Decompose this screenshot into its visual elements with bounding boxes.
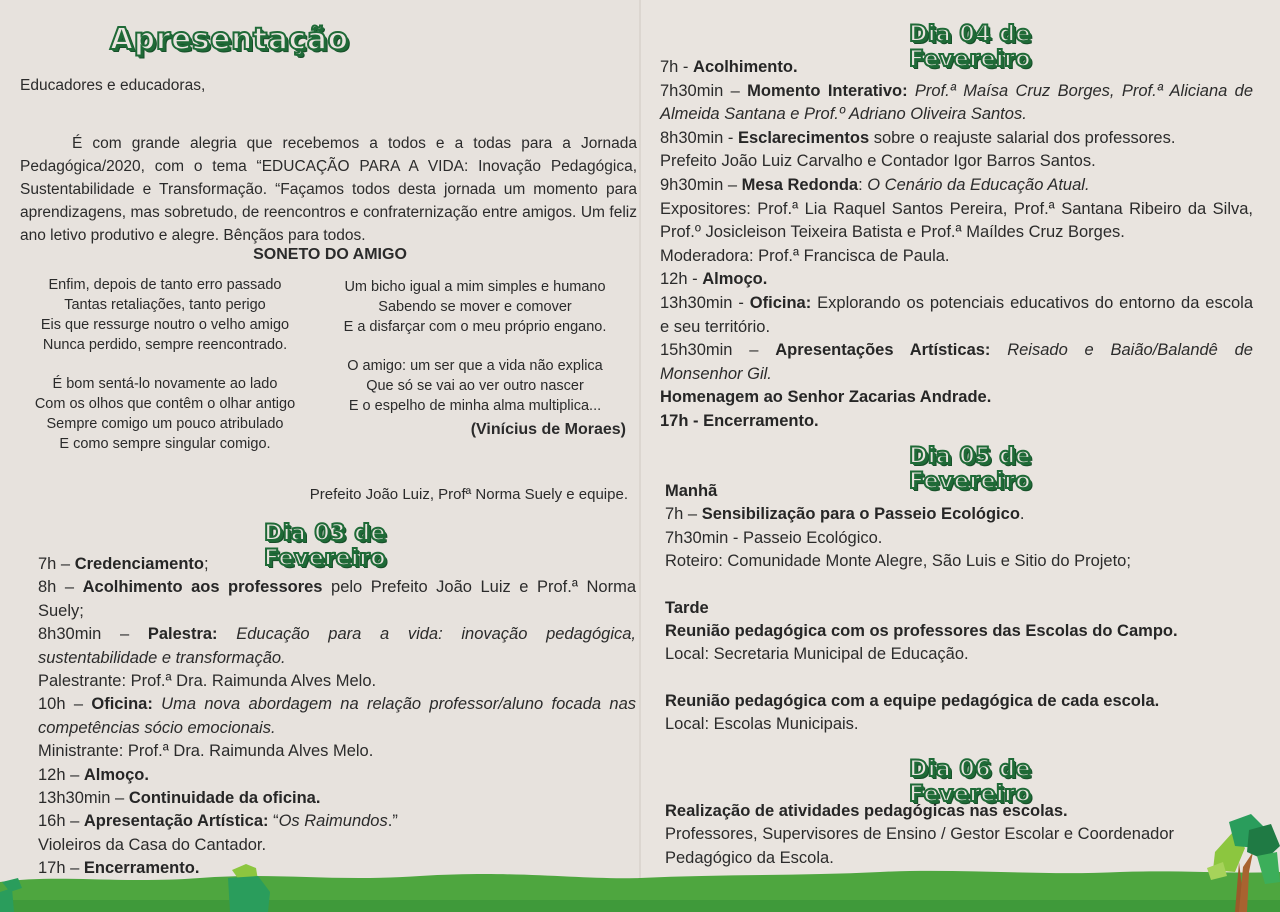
schedule-item: Local: Escolas Municipais. <box>665 715 859 734</box>
schedule-item: Reunião pedagógica com os professores das Escolas do Campo. <box>665 622 1178 641</box>
schedule-item: 7h - Acolhimento. <box>660 58 798 76</box>
sonnet-stanza-4 <box>330 356 620 416</box>
schedule-item: 8h30min – Palestra: Educação para a vida: inovação pedagógica, sustentabilidade e transformação. <box>38 625 636 667</box>
schedule-item: Prefeito João Luiz Carvalho e Contador Igor Barros Santos. <box>660 152 1096 171</box>
presentation-title: Apresentação <box>110 22 349 57</box>
verse: E o espelho de minha alma multiplica... <box>348 398 602 414</box>
morning-label: Manhã <box>665 482 718 500</box>
schedule-item: Professores, Supervisores de Ensino / Gestor Escolar e Coordenador Pedagógico da Escola. <box>665 825 1175 867</box>
sonnet-stanza-2 <box>20 374 310 454</box>
verse: É bom sentá-lo novamente ao lado <box>52 376 278 392</box>
bush-icon <box>228 862 276 912</box>
schedule-item: Reunião pedagógica com a equipe pedagógica de cada escola. <box>665 691 1160 710</box>
schedule-item: 17h - Encerramento. <box>660 411 819 430</box>
signature: Prefeito João Luiz, Profª Norma Suely e equipe. <box>309 486 628 503</box>
schedule-item: 16h – Apresentação Artística: “Os Raimundos.” <box>38 812 398 831</box>
verse: Sabendo se mover e comover <box>378 299 572 315</box>
schedule-item: 8h30min - Esclarecimentos sobre o reajuste salarial dos professores. <box>660 128 1176 147</box>
day03-schedule <box>38 553 636 881</box>
day05-title: Dia 05 de Fevereiro <box>908 444 1032 494</box>
schedule-item: Homenagem ao Senhor Zacarias Andrade. <box>660 388 992 407</box>
schedule-item: Ministrante: Prof.ª Dra. Raimunda Alves Melo. <box>38 742 374 761</box>
schedule-item: 12h - Almoço. <box>660 270 768 289</box>
schedule-item: Realização de atividades pedagógicas nas escolas. <box>665 802 1068 820</box>
schedule-item: 7h – Credenciamento; <box>38 555 209 573</box>
grass-hills <box>0 852 1280 912</box>
schedule-item: 7h30min - Passeio Ecológico. <box>665 528 883 547</box>
day05-schedule <box>665 480 1255 737</box>
schedule-item: Expositores: Prof.ª Lia Raquel Santos Pereira, Prof.ª Santana Ribeiro da Silva, Prof.º Josicleison Teixeira Batista e Prof.ª Maíldes Cruz Borges. <box>660 199 1253 242</box>
verse: Sempre comigo um pouco atribulado <box>46 416 284 432</box>
day04-schedule <box>660 56 1253 434</box>
verse: Que só se vai ao ver outro nascer <box>366 378 584 394</box>
greeting: Educadores e educadoras, <box>20 77 206 94</box>
schedule-item: Palestrante: Prof.ª Dra. Raimunda Alves Melo. <box>38 672 377 691</box>
verse: E como sempre singular comigo. <box>59 436 271 452</box>
tree-icon <box>1205 812 1280 912</box>
bush-icon <box>0 872 30 912</box>
verse: Eis que ressurge noutro o velho amigo <box>40 317 290 333</box>
schedule-item: 17h – Encerramento. <box>38 859 200 878</box>
schedule-item: 13h30min - Oficina: Explorando os potenciais educativos do entorno da escola e seu território. <box>660 293 1253 336</box>
schedule-item: 9h30min – Mesa Redonda: O Cenário da Educação Atual. <box>660 175 1090 194</box>
schedule-item: Roteiro: Comunidade Monte Alegre, São Luis e Sitio do Projeto; <box>665 552 1131 571</box>
schedule-item: Local: Secretaria Municipal de Educação. <box>665 645 969 664</box>
sonnet-title: SONETO DO AMIGO <box>253 246 407 263</box>
schedule-item: 13h30min – Continuidade da oficina. <box>38 789 321 808</box>
schedule-item: 10h – Oficina: Uma nova abordagem na relação professor/aluno focada nas competências sócio emocionais. <box>38 695 636 737</box>
verse: Um bicho igual a mim simples e humano <box>344 279 606 295</box>
schedule-item: 7h – Sensibilização para o Passeio Ecológico. <box>665 505 1025 524</box>
afternoon-label: Tarde <box>665 598 709 617</box>
verse: Tantas retaliações, tanto perigo <box>64 297 266 313</box>
schedule-item: 15h30min – Apresentações Artísticas: Reisado e Baião/Balandê de Monsenhor Gil. <box>660 341 1253 383</box>
sonnet-stanza-1 <box>20 275 310 355</box>
verse: Nunca perdido, sempre reencontrado. <box>42 337 288 353</box>
day04-title: Dia 04 de Fevereiro <box>908 22 1032 72</box>
schedule-item: Moderadora: Prof.ª Francisca de Paula. <box>660 246 950 265</box>
schedule-item: 12h – Almoço. <box>38 765 149 784</box>
verse: Enfim, depois de tanto erro passado <box>48 277 282 293</box>
sonnet-stanza-3 <box>330 277 620 337</box>
intro-paragraph: É com grande alegria que recebemos a todos e a todas para a Jornada Pedagógica/2020, com o tema “EDUCAÇÃO PARA A VIDA: Inovação Pedagógica, Sustentabilidade e Transformação. “Façamos todos desta jornada um momento para aprendizagens, mas sobretudo, de reencontros e confraternização entre amigos. Um feliz ano letivo produtivo e alegre. Bênçãos para todos. <box>20 135 637 244</box>
schedule-item: 7h30min – Momento Interativo: Prof.ª Maísa Cruz Borges, Prof.ª Aliciana de Almeida Santana e Prof.º Adriano Oliveira Santos. <box>660 81 1253 124</box>
verse: E a disfarçar com o meu próprio engano. <box>343 319 607 335</box>
page-fold <box>639 0 641 912</box>
day03-title: Dia 03 de Fevereiro <box>263 521 387 571</box>
schedule-item: Violeiros da Casa do Cantador. <box>38 835 267 854</box>
sonnet-author: (Vinícius de Moraes) <box>470 421 626 438</box>
day06-title: Dia 06 de Fevereiro <box>908 757 1032 807</box>
verse: O amigo: um ser que a vida não explica <box>347 358 603 374</box>
verse: Com os olhos que contêm o olhar antigo <box>34 396 296 412</box>
schedule-item: 8h – Acolhimento aos professores pelo Prefeito João Luiz e Prof.ª Norma Suely; <box>38 578 636 620</box>
